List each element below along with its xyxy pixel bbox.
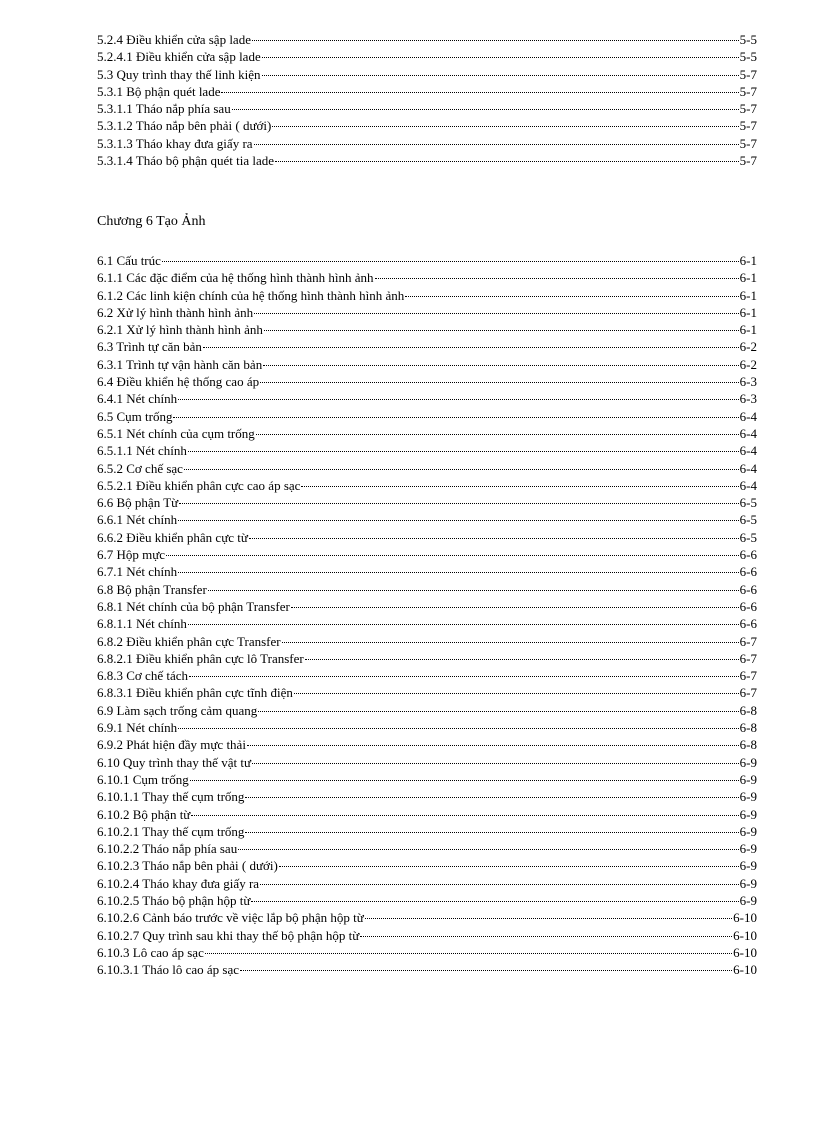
toc-entry-title: 6.5 Cụm trống [97, 408, 173, 424]
dot-leader [252, 31, 739, 41]
toc-entry-page: 5-7 [739, 153, 757, 169]
toc-entry[interactable] [97, 287, 757, 304]
toc-entry-page: 6-9 [739, 841, 757, 857]
dot-leader [282, 633, 739, 643]
dot-leader [178, 390, 739, 400]
toc-section-6 [97, 252, 757, 978]
dot-leader [173, 408, 738, 418]
dot-leader [179, 494, 738, 504]
dot-leader [275, 152, 739, 162]
toc-entry-page: 5-5 [739, 49, 757, 65]
toc-entry[interactable] [97, 563, 757, 580]
toc-entry-title: 6.10.3.1 Tháo lô cao áp sạc [97, 962, 239, 978]
toc-entry-page: 6-6 [739, 547, 757, 563]
toc-entry[interactable] [97, 615, 757, 632]
toc-entry-page: 6-10 [733, 927, 757, 943]
toc-entry[interactable] [97, 477, 757, 494]
toc-entry-page: 6-1 [739, 322, 757, 338]
toc-entry[interactable] [97, 719, 757, 736]
toc-entry[interactable] [97, 83, 757, 100]
toc-entry-page: 5-7 [739, 83, 757, 99]
toc-entry-title: 6.10.3 Lô cao áp sạc [97, 944, 204, 960]
toc-entry-title: 6.10.2.4 Tháo khay đưa giấy ra [97, 875, 260, 891]
toc-entry-title: 6.3 Trình tự căn bản [97, 339, 202, 355]
toc-entry-page: 6-4 [739, 477, 757, 493]
toc-entry[interactable] [97, 598, 757, 615]
dot-leader [272, 117, 738, 127]
toc-entry-title: 6.9.2 Phát hiện đầy mực thải [97, 737, 246, 753]
toc-entry-title: 6.10.1.1 Thay thế cụm trống [97, 789, 245, 805]
chapter-title: Chương 6 Tạo Ảnh [97, 214, 206, 229]
toc-entry-title: 6.10.2.7 Quy trình sau khi thay thế bộ phận hộp từ [97, 927, 360, 943]
toc-entry[interactable] [97, 442, 757, 459]
toc-entry-title: 5.3.1.3 Tháo khay đưa giấy ra [97, 135, 253, 151]
toc-entry-title: 6.7 Hộp mực [97, 547, 166, 563]
toc-entry-title: 6.10.2.6 Cảnh báo trước về việc lắp bộ phận hộp từ [97, 910, 364, 926]
toc-entry-page: 6-6 [739, 598, 757, 614]
dot-leader [262, 48, 739, 58]
toc-entry[interactable] [97, 390, 757, 407]
dot-leader [238, 840, 738, 850]
toc-entry[interactable] [97, 875, 757, 892]
dot-leader [365, 909, 732, 919]
toc-entry-page: 6-9 [739, 771, 757, 787]
toc-entry-page: 5-5 [739, 32, 757, 47]
toc-entry-page: 6-8 [739, 702, 757, 718]
toc-entry-title: 6.1.1 Các đặc điểm của hệ thống hình thành hình ảnh [97, 270, 374, 286]
toc-entry[interactable] [97, 338, 757, 355]
toc-entry-page: 6-7 [739, 668, 757, 684]
dot-leader [191, 806, 738, 816]
toc-entry-page: 5-7 [739, 101, 757, 117]
toc-entry-page: 5-7 [739, 66, 757, 82]
toc-entry[interactable] [97, 31, 757, 48]
toc-section-5 [97, 31, 757, 169]
toc-entry-title: 6.7.1 Nét chính [97, 564, 178, 580]
toc-entry-page: 6-2 [739, 339, 757, 355]
toc-entry-page: 6-5 [739, 512, 757, 528]
toc-entry-page: 6-7 [739, 685, 757, 701]
dot-leader [184, 460, 739, 470]
dot-leader [188, 442, 739, 452]
dot-leader [190, 771, 739, 781]
toc-entry-title: 5.3.1.1 Tháo nắp phía sau [97, 101, 231, 117]
toc-entry-title: 6.10.2 Bộ phận từ [97, 806, 191, 822]
toc-entry[interactable] [97, 667, 757, 684]
toc-entry-title: 5.3 Quy trình thay thế linh kiện [97, 66, 261, 82]
toc-entry-page: 6-10 [733, 962, 757, 978]
toc-entry-title: 6.8 Bộ phận Transfer [97, 581, 207, 597]
toc-entry-page: 6-4 [739, 425, 757, 441]
dot-leader [263, 356, 738, 366]
dot-leader [166, 546, 739, 556]
dot-leader [258, 702, 738, 712]
dot-leader [178, 719, 739, 729]
toc-entry-page: 6-4 [739, 460, 757, 476]
toc-entry-page: 6-1 [739, 270, 757, 286]
toc-entry-page: 6-9 [739, 754, 757, 770]
toc-entry[interactable] [97, 252, 757, 269]
toc-entry-title: 6.6.2 Điều khiển phân cực từ [97, 529, 248, 545]
dot-leader [360, 927, 732, 937]
dot-leader [245, 823, 738, 833]
toc-entry[interactable] [97, 529, 757, 546]
toc-entry[interactable] [97, 48, 757, 65]
toc-entry-page: 6-1 [739, 304, 757, 320]
toc-entry[interactable] [97, 66, 757, 83]
toc-entry-page: 6-1 [739, 287, 757, 303]
toc-entry-title: 5.2.4 Điều khiển cửa sập lade [97, 32, 251, 47]
toc-entry-title: 6.10.2.1 Thay thế cụm trống [97, 823, 245, 839]
toc-entry-page: 6-9 [739, 789, 757, 805]
toc-entry-page: 5-7 [739, 118, 757, 134]
toc-entry[interactable] [97, 356, 757, 373]
dot-leader [279, 857, 739, 867]
toc-entry-title: 6.10.2.2 Tháo nắp phía sau [97, 841, 238, 857]
toc-entry[interactable] [97, 304, 757, 321]
toc-entry[interactable] [97, 944, 757, 961]
toc-entry-title: 6.3.1 Trình tự vận hành căn bản [97, 356, 263, 372]
dot-leader [294, 684, 739, 694]
toc-entry-page: 6-10 [733, 944, 757, 960]
toc-entry-title: 6.8.1.1 Nét chính [97, 616, 187, 632]
dot-leader [301, 477, 738, 487]
toc-entry-page: 6-8 [739, 720, 757, 736]
toc-entry[interactable] [97, 684, 757, 701]
toc-entry[interactable] [97, 892, 757, 909]
toc-entry[interactable] [97, 754, 757, 771]
toc-entry-title: 6.4.1 Nét chính [97, 391, 178, 407]
toc-entry-title: 6.10.1 Cụm trống [97, 771, 189, 787]
toc-entry-title: 6.5.2.1 Điều khiển phân cực cao áp sạc [97, 477, 301, 493]
toc-entry[interactable] [97, 152, 757, 169]
toc-entry-page: 6-1 [739, 253, 757, 268]
toc-entry-page: 6-9 [739, 892, 757, 908]
toc-entry-page: 6-9 [739, 806, 757, 822]
toc-entry-title: 6.6 Bộ phận Từ [97, 495, 179, 511]
toc-entry[interactable] [97, 736, 757, 753]
dot-leader [232, 100, 739, 110]
toc-entry-page: 6-6 [739, 581, 757, 597]
toc-entry-page: 6-6 [739, 616, 757, 632]
toc-entry-page: 6-7 [739, 650, 757, 666]
toc-entry-title: 6.4 Điều khiển hệ thống cao áp [97, 374, 260, 390]
dot-leader [305, 650, 739, 660]
toc-entry-title: 6.10 Quy trình thay thế vật tư [97, 754, 251, 770]
toc-entry-title: 6.9.1 Nét chính [97, 720, 178, 736]
toc-entry-page: 6-4 [739, 443, 757, 459]
toc-entry[interactable] [97, 135, 757, 152]
toc-entry[interactable] [97, 840, 757, 857]
toc-entry-title: 6.6.1 Nét chính [97, 512, 178, 528]
dot-leader [178, 511, 739, 521]
toc-entry-title: 5.3.1 Bộ phận quét lade [97, 83, 221, 99]
toc-entry[interactable] [97, 117, 757, 134]
toc-entry[interactable] [97, 373, 757, 390]
dot-leader [240, 961, 732, 971]
toc-entry-title: 6.1 Cấu trúc [97, 253, 161, 268]
toc-entry[interactable] [97, 823, 757, 840]
toc-entry-page: 6-6 [739, 564, 757, 580]
toc-entry-title: 6.5.1 Nét chính của cụm trống [97, 425, 255, 441]
toc-entry-page: 6-4 [739, 408, 757, 424]
toc-entry[interactable] [97, 961, 757, 978]
toc-entry-title: 6.5.1.1 Nét chính [97, 443, 187, 459]
toc-entry-title: 6.8.3.1 Điều khiển phân cực tĩnh điện [97, 685, 293, 701]
dot-leader [262, 66, 739, 76]
toc-entry-title: 5.2.4.1 Điều khiển cửa sập lade [97, 49, 261, 65]
dot-leader [247, 736, 739, 746]
dot-leader [252, 754, 739, 764]
dot-leader [256, 425, 739, 435]
toc-entry[interactable] [97, 460, 757, 477]
toc-entry-title: 6.8.3 Cơ chế tách [97, 668, 188, 684]
toc-entry[interactable] [97, 425, 757, 442]
toc-entry-title: 6.2 Xử lý hình thành hình ảnh [97, 304, 254, 320]
toc-entry[interactable] [97, 650, 757, 667]
dot-leader [251, 892, 738, 902]
toc-entry-title: 6.10.2.3 Tháo nắp bên phải ( dưới) [97, 858, 278, 874]
dot-leader [203, 338, 739, 348]
toc-entry-title: 6.9 Làm sạch trống cảm quang [97, 702, 258, 718]
dot-leader [162, 252, 739, 262]
toc-entry[interactable] [97, 927, 757, 944]
dot-leader [291, 598, 739, 608]
toc-entry-title: 5.3.1.4 Tháo bộ phận quét tia lade [97, 153, 275, 169]
toc-entry[interactable] [97, 702, 757, 719]
toc-entry-title: 6.8.1 Nét chính của bộ phận Transfer [97, 598, 290, 614]
dot-leader [178, 563, 739, 573]
toc-entry[interactable] [97, 494, 757, 511]
dot-leader [405, 287, 738, 297]
toc-entry-page: 6-3 [739, 391, 757, 407]
toc-entry[interactable] [97, 909, 757, 926]
toc-entry[interactable] [97, 100, 757, 117]
toc-entry-title: 6.8.2.1 Điều khiển phân cực lô Transfer [97, 650, 304, 666]
dot-leader [205, 944, 732, 954]
dot-leader [188, 615, 739, 625]
dot-leader [221, 83, 738, 93]
toc-entry[interactable] [97, 857, 757, 874]
toc-entry-page: 6-5 [739, 529, 757, 545]
dot-leader [245, 788, 738, 798]
toc-entry-page: 6-9 [739, 875, 757, 891]
dot-leader [254, 135, 739, 145]
toc-entry-page: 6-5 [739, 495, 757, 511]
toc-entry[interactable] [97, 633, 757, 650]
toc-entry-page: 6-3 [739, 374, 757, 390]
toc-entry[interactable] [97, 806, 757, 823]
toc-entry-page: 6-7 [739, 633, 757, 649]
toc-entry[interactable] [97, 321, 757, 338]
toc-entry-page: 6-9 [739, 823, 757, 839]
toc-entry-page: 6-2 [739, 356, 757, 372]
toc-entry-title: 6.2.1 Xử lý hình thành hình ảnh [97, 322, 263, 338]
toc-entry-title: 6.10.2.5 Tháo bộ phận hộp từ [97, 892, 251, 908]
toc-entry-page: 6-10 [733, 910, 757, 926]
toc-entry-title: 6.5.2 Cơ chế sạc [97, 460, 183, 476]
toc-entry-page: 6-9 [739, 858, 757, 874]
toc-entry[interactable] [97, 408, 757, 425]
dot-leader [208, 581, 739, 591]
dot-leader [264, 321, 739, 331]
toc-entry[interactable] [97, 511, 757, 528]
dot-leader [254, 304, 738, 314]
dot-leader [375, 269, 739, 279]
dot-leader [189, 667, 739, 677]
toc-entry-title: 5.3.1.2 Tháo nắp bên phải ( dưới) [97, 118, 272, 134]
dot-leader [249, 529, 739, 539]
toc-entry[interactable] [97, 546, 757, 563]
toc-entry[interactable] [97, 581, 757, 598]
toc-entry-title: 6.1.2 Các linh kiện chính của hệ thống hình thành hình ảnh [97, 287, 405, 303]
toc-entry[interactable] [97, 771, 757, 788]
dot-leader [260, 875, 739, 885]
dot-leader [260, 373, 739, 383]
toc-entry-page: 5-7 [739, 135, 757, 151]
toc-entry[interactable] [97, 269, 757, 286]
toc-entry-title: 6.8.2 Điều khiển phân cực Transfer [97, 633, 281, 649]
toc-entry[interactable] [97, 788, 757, 805]
toc-entry-page: 6-8 [739, 737, 757, 753]
